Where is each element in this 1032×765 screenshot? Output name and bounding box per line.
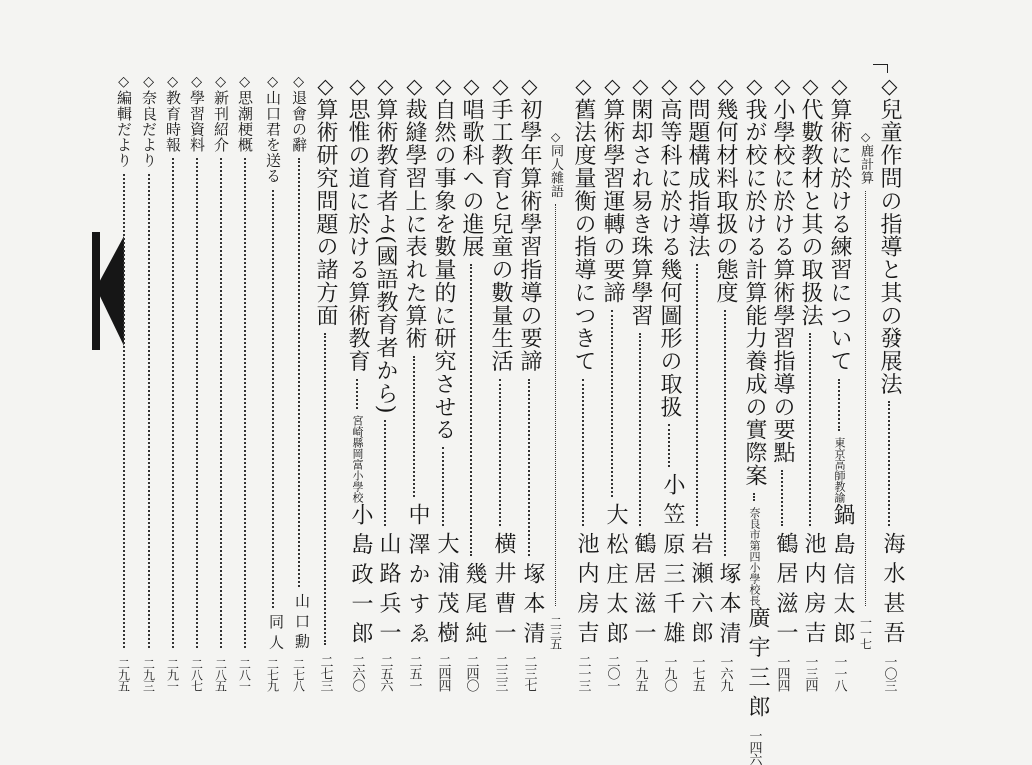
author-affiliation: 奈良市第四小學校長 [748,506,762,606]
page-number: 一〇三 [881,655,897,691]
diamond-bullet-icon: ◇ [373,74,398,98]
page-number: 二七三 [317,655,333,691]
page-number: 二三七 [521,655,537,691]
entry-title: 編輯だより [115,90,133,168]
diamond-bullet-icon: ◇ [459,74,484,98]
diamond-bullet-icon: ◇ [827,74,852,98]
page-number: 一三四 [802,655,818,691]
entry-title: 退會の辭 [290,90,308,153]
entry-title: 新刊紹介 [212,90,230,153]
diamond-bullet-icon: ◇ [571,74,596,98]
entry-title: 幾何材料取扱の態度 [713,98,738,304]
page-number: 二三五 [548,616,563,649]
page-number: 二三三 [492,655,508,691]
diamond-bullet-icon: ◇ [264,74,281,90]
dot-leader [582,379,584,527]
entry-author: 海水甚吾 [880,532,905,651]
dot-leader [356,379,358,409]
page-number: 二八五 [213,658,228,691]
toc-entry [189,74,204,691]
print-mark [873,64,888,73]
diamond-bullet-icon: ◇ [628,74,653,98]
page-number: 一六九 [717,655,733,691]
entry-author: 大浦茂樹 [434,532,459,651]
entry-author: 鶴居滋一 [773,532,798,651]
diamond-bullet-icon: ◇ [798,74,823,98]
entry-title: 學習資料 [188,90,206,153]
page-number: 一七五 [689,655,705,691]
entry-title: 高等科に於ける幾何圖形の取扱 [657,98,682,419]
entry-author: 山口勳 [293,593,311,654]
entry-author: 池内房吉 [801,532,826,651]
entry-author: 中澤かすゑ [405,502,430,651]
toc-entry [683,74,711,691]
entry-author: 岩瀬六郎 [688,532,713,651]
entry-author: 塚本清 [520,561,545,651]
toc-entry [213,74,228,691]
toc-entry [740,74,770,765]
page-number: 二六〇 [349,655,365,691]
entry-title: 唱歌科への進展 [459,98,484,259]
page-number: 一一七 [858,616,873,649]
dot-leader [148,174,150,648]
dot-leader [611,310,613,497]
page-number: 一四四 [774,655,790,691]
dot-leader [123,174,125,648]
toc-entry [598,74,626,691]
diamond-bullet-icon: ◇ [290,74,307,90]
entry-title: 鹿計算 [858,144,873,185]
dot-leader [865,191,866,606]
dot-leader [809,333,811,526]
entry-title: 問題構成指導法 [685,98,710,259]
diamond-bullet-icon: ◇ [877,74,902,98]
entry-title: 同人雜語 [548,144,563,199]
diamond-bullet-icon: ◇ [236,74,253,90]
toc-entry [429,74,457,691]
dot-leader [220,158,222,648]
page-number: 二九一 [165,658,180,691]
entry-author: 山路兵一 [376,532,401,651]
toc-entry [116,74,131,691]
entry-author: 廣宇三郎 [745,605,770,725]
dot-leader [555,204,556,606]
diamond-bullet-icon: ◇ [742,74,767,98]
dot-leader [668,424,670,466]
diamond-bullet-icon: ◇ [313,74,338,98]
toc-entry [262,74,283,691]
dot-leader [888,401,890,526]
dot-leader [838,379,840,431]
entry-title: 初學年算術學習指導の要諦 [517,98,542,373]
dot-leader [639,333,641,526]
entry-title: 算術研究問題の諸方面 [313,98,338,327]
page-number: 一一八 [831,655,847,691]
toc-entry [626,74,654,691]
author-affiliation: 東京高師教諭 [833,436,847,503]
entry-title: 算術教育者よ(國語教育者から) [373,98,398,415]
toc-entry [165,74,180,691]
toc-entry [768,74,796,691]
toc-entry [796,74,824,691]
diamond-bullet-icon: ◇ [858,130,873,144]
dot-leader [384,420,386,526]
entry-author: 塚本清 [716,561,741,651]
diamond-bullet-icon: ◇ [548,130,563,144]
diamond-bullet-icon: ◇ [431,74,456,98]
toc-entry [569,74,597,691]
dot-leader [172,158,174,648]
diamond-bullet-icon: ◇ [517,74,542,98]
dot-leader [196,158,198,648]
dot-leader [753,493,755,501]
diamond-bullet-icon: ◇ [212,74,229,90]
page-number: 二八一 [237,658,252,691]
dot-leader [528,379,530,556]
entry-title: 代數教材と其の取扱法 [798,98,823,327]
page-number: 二七九 [265,658,280,691]
entry-title: 舊法度量衡の指導につきて [571,98,596,373]
diamond-bullet-icon: ◇ [164,74,181,90]
entry-author: 同人 [267,613,285,654]
dot-leader [499,379,501,527]
entry-title: 奈良だより [140,90,158,168]
entry-title: 手工教育と兒童の數量生活 [488,98,513,373]
dot-leader [696,264,698,526]
entry-author: 小島政一郎 [348,502,373,651]
diamond-bullet-icon: ◇ [657,74,682,98]
toc-entry [875,74,903,691]
diamond-bullet-icon: ◇ [770,74,795,98]
entry-author: 鶴居滋一 [631,532,656,651]
toc-entry [141,74,156,691]
page-number: 二七八 [291,658,306,691]
entry-author: 大松庄太郎 [603,502,628,651]
page-number: 二八七 [189,658,204,691]
page-number: 二〇一 [604,655,620,691]
toc-entry [314,74,336,691]
entry-title: 閑却され易き珠算學習 [628,98,653,327]
page-number: 二四四 [435,655,451,691]
toc-entry [655,74,683,691]
page-number: 二一三 [575,655,591,691]
diamond-bullet-icon: ◇ [188,74,205,90]
entry-author: 鍋島信太郎 [830,502,855,651]
toc-entry [549,130,562,649]
diamond-bullet-icon: ◇ [115,74,132,90]
toc-entry [288,74,309,691]
entry-title: 兒童作問の指導と其の發展法 [877,98,902,396]
entry-title: 我が校に於ける計算能力養成の實際案 [742,98,767,487]
entry-title: 自然の事象を數量的に研究させる [431,98,456,442]
entry-author: 小笠原三千雄 [660,472,685,651]
entry-title: 思潮梗概 [236,90,254,153]
dot-leader [413,356,415,497]
toc-entry [859,130,872,649]
diamond-bullet-icon: ◇ [600,74,625,98]
dot-leader [272,190,274,608]
toc-entry [515,74,543,691]
diamond-bullet-icon: ◇ [488,74,513,98]
entry-author: 幾尾純 [462,561,487,651]
entry-title: 算術に於ける練習について [827,98,852,373]
page-number: 二五一 [406,655,422,691]
toc-entry [371,74,399,691]
page-number: 二九五 [116,658,131,691]
entry-author: 横井曹一 [491,532,516,651]
diamond-bullet-icon: ◇ [713,74,738,98]
page-number: 一九〇 [661,655,677,691]
diamond-bullet-icon: ◇ [345,74,370,98]
page-number: 一四六 [746,728,762,765]
dot-leader [244,158,246,648]
entry-title: 裁縫學習上に表れた算術 [402,98,427,350]
entry-title: 教育時報 [164,90,182,153]
dot-leader [298,158,300,587]
dot-leader [781,470,783,526]
entry-title: 小學校に於ける算術學習指導の要點 [770,98,795,465]
dot-leader [724,310,726,556]
toc-entry [343,74,371,691]
page-number: 二九三 [141,658,156,691]
dot-leader [442,447,444,526]
page-number: 一九五 [632,655,648,691]
toc-entry [711,74,739,691]
toc-entry [237,74,252,691]
page-number: 二四〇 [463,655,479,691]
diamond-bullet-icon: ◇ [140,74,157,90]
entry-title: 算術學習運轉の要諦 [600,98,625,304]
page-number: 二五六 [377,655,393,691]
toc-entry [400,74,428,691]
author-affiliation: 宮崎縣岡富小學校 [351,414,365,503]
entry-author: 池内房吉 [574,532,599,651]
dot-leader [324,333,326,645]
entry-title: 山口君を送る [264,90,282,184]
toc-entry [825,74,853,691]
toc-entry [486,74,514,691]
diamond-bullet-icon: ◇ [402,74,427,98]
entry-title: 思惟の道に於ける算術教育 [345,98,370,373]
dot-leader [470,264,472,556]
toc-entry [457,74,485,691]
diamond-bullet-icon: ◇ [685,74,710,98]
